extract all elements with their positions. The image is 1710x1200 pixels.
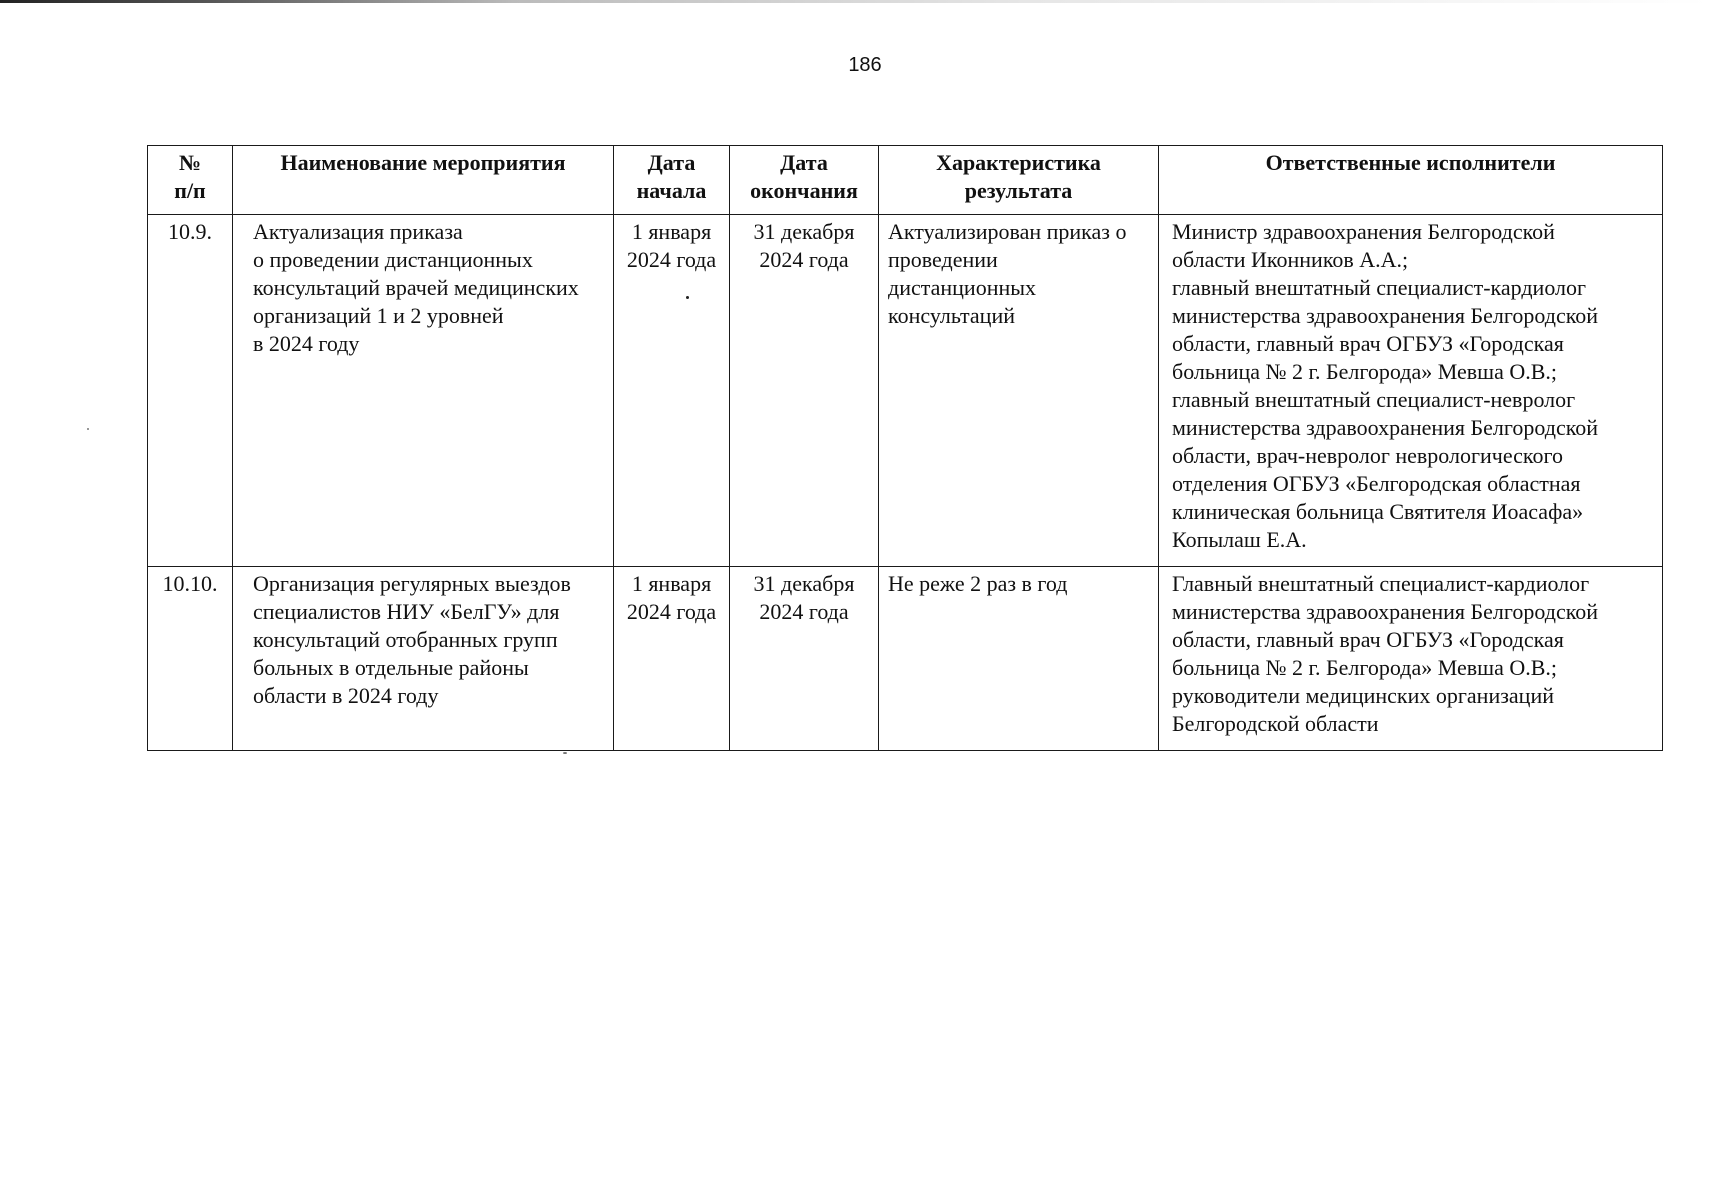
scan-speck <box>87 428 89 430</box>
cell-end-date: 31 декабря 2024 года <box>730 567 879 751</box>
cell-name: Организация регулярных выездов специалистов НИУ «БелГУ» для консультаций отобранных групп больных в отдельные районы области в 2024 году <box>233 567 614 751</box>
cell-start-date: 1 января 2024 года <box>614 567 730 751</box>
scan-speck <box>563 752 567 754</box>
cell-result: Актуализирован приказ о проведении дистанционных консультаций <box>879 215 1159 567</box>
cell-num: 10.10. <box>148 567 233 751</box>
header-name: Наименование мероприятия <box>233 146 614 215</box>
header-end-date: Дата окончания <box>730 146 879 215</box>
header-num: № п/п <box>148 146 233 215</box>
cell-name: Актуализация приказа о проведении дистанционных консультаций врачей медицинских организаций 1 и 2 уровней в 2024 году <box>233 215 614 567</box>
events-table <box>147 145 1663 751</box>
cell-start-date: 1 января 2024 года <box>614 215 730 567</box>
header-start-date: Дата начала <box>614 146 730 215</box>
cell-num: 10.9. <box>148 215 233 567</box>
cell-executors: Министр здравоохранения Белгородской области Иконников А.А.; главный внештатный специалист-кардиолог министерства здравоохранения Белгородской области, главный врач ОГБУЗ «Городская больница № 2 г. Белгорода» Мевша О.В.; главный внештатный специалист-невролог министерства здравоохранения Белгородской области, врач-невролог неврологического отделения ОГБУЗ «Белгородская областная клиническая больница Святителя Иоасафа» Копылаш Е.А. <box>1159 215 1663 567</box>
page-number: 186 <box>848 54 882 76</box>
table-row <box>148 567 1663 751</box>
header-result: Характеристика результата <box>879 146 1159 215</box>
scan-speck <box>686 296 689 299</box>
cell-executors: Главный внештатный специалист-кардиолог министерства здравоохранения Белгородской области, главный врач ОГБУЗ «Городская больница № 2 г. Белгорода» Мевша О.В.; руководители медицинских организаций Белгородской области <box>1159 567 1663 751</box>
cell-end-date: 31 декабря 2024 года <box>730 215 879 567</box>
scan-edge <box>0 0 1710 3</box>
table-row <box>148 215 1663 567</box>
table-header-row <box>148 146 1663 215</box>
cell-result: Не реже 2 раз в год <box>879 567 1159 751</box>
header-executors: Ответственные исполнители <box>1159 146 1663 215</box>
